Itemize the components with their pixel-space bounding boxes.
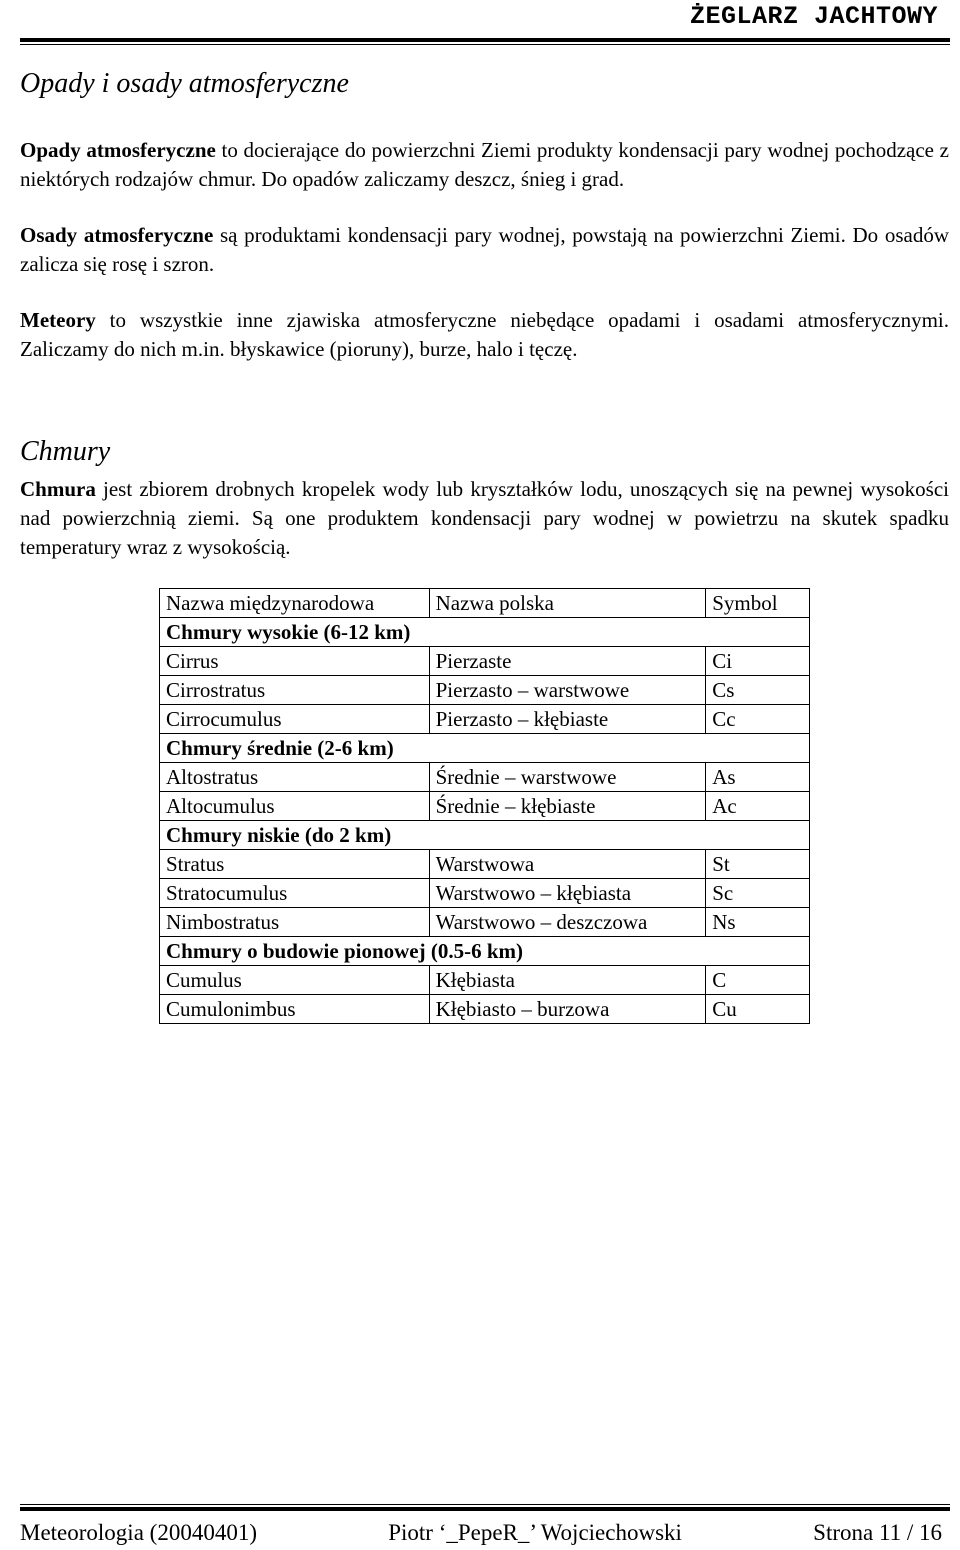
cloud-group-title: Chmury średnie (2-6 km) <box>160 734 810 763</box>
table-group-row <box>160 821 810 850</box>
cloud-polish-name: Kłębiasto – burzowa <box>429 995 706 1024</box>
footer-divider <box>20 1504 950 1511</box>
section-title-clouds: Chmury <box>20 436 111 467</box>
cloud-symbol: Sc <box>706 879 810 908</box>
paragraph-precipitation <box>20 136 949 194</box>
definition-cloud: jest zbiorem drobnych kropelek wody lub kryształków lodu, unoszących się na pewnej wysokości nad powierzchnią ziemi. Są one produktem kondensacji pary wodnej w powietrzu na skutek spadku temperatury wraz z wysokością. <box>20 477 949 559</box>
term-meteors: Meteory <box>20 308 96 332</box>
section-title-precipitation: Opady i osady atmosferyczne <box>20 68 349 99</box>
table-row <box>160 705 810 734</box>
cloud-international-name: Altocumulus <box>160 792 430 821</box>
table-header-row <box>160 589 810 618</box>
table-row <box>160 966 810 995</box>
header-symbol: Symbol <box>706 589 810 618</box>
definition-deposits: są produktami kondensacji pary wodnej, powstają na powierzchni Ziemi. Do osadów zalicza się rosę i szron. <box>20 223 949 276</box>
table-group-row <box>160 937 810 966</box>
cloud-international-name: Stratocumulus <box>160 879 430 908</box>
cloud-polish-name: Średnie – warstwowe <box>429 763 706 792</box>
cloud-polish-name: Kłębiasta <box>429 966 706 995</box>
cloud-international-name: Cirrostratus <box>160 676 430 705</box>
header-international-name: Nazwa międzynarodowa <box>160 589 430 618</box>
cloud-symbol: As <box>706 763 810 792</box>
header-polish-name: Nazwa polska <box>429 589 706 618</box>
cloud-international-name: Cumulus <box>160 966 430 995</box>
table-row <box>160 792 810 821</box>
cloud-symbol: C <box>706 966 810 995</box>
footer-document-name: Meteorologia (20040401) <box>20 1520 257 1545</box>
cloud-international-name: Cirrocumulus <box>160 705 430 734</box>
cloud-group-title: Chmury o budowie pionowej (0.5-6 km) <box>160 937 810 966</box>
cloud-symbol: Cc <box>706 705 810 734</box>
page-footer <box>20 1520 942 1546</box>
table-row <box>160 879 810 908</box>
paragraph-meteors <box>20 306 949 364</box>
cloud-types-table <box>159 588 810 1024</box>
cloud-symbol: St <box>706 850 810 879</box>
table-row <box>160 908 810 937</box>
cloud-international-name: Cirrus <box>160 647 430 676</box>
table-group-row <box>160 618 810 647</box>
cloud-symbol: Ac <box>706 792 810 821</box>
cloud-polish-name: Warstwowo – deszczowa <box>429 908 706 937</box>
term-precipitation: Opady atmosferyczne <box>20 138 216 162</box>
definition-precipitation: to docierające do powierzchni Ziemi produkty kondensacji pary wodnej pochodzące z niektórych rodzajów chmur. Do opadów zaliczamy deszcz, śnieg i grad. <box>20 138 949 191</box>
term-cloud: Chmura <box>20 477 96 501</box>
cloud-international-name: Cumulonimbus <box>160 995 430 1024</box>
paragraph-deposits <box>20 221 949 279</box>
header-divider <box>20 38 950 45</box>
cloud-polish-name: Pierzasto – kłębiaste <box>429 705 706 734</box>
cloud-symbol: Ns <box>706 908 810 937</box>
cloud-international-name: Nimbostratus <box>160 908 430 937</box>
cloud-group-title: Chmury niskie (do 2 km) <box>160 821 810 850</box>
cloud-polish-name: Warstwowa <box>429 850 706 879</box>
table-row <box>160 647 810 676</box>
footer-author: Piotr ‘_PepeR_’ Wojciechowski <box>388 1520 682 1545</box>
table-row <box>160 850 810 879</box>
cloud-group-title: Chmury wysokie (6-12 km) <box>160 618 810 647</box>
cloud-polish-name: Pierzaste <box>429 647 706 676</box>
cloud-international-name: Stratus <box>160 850 430 879</box>
cloud-international-name: Altostratus <box>160 763 430 792</box>
definition-meteors: to wszystkie inne zjawiska atmosferyczne niebędące opadami i osadami atmosferycznymi. Zaliczamy do nich m.in. błyskawice (pioruny), burze, halo i tęczę. <box>20 308 949 361</box>
table-group-row <box>160 734 810 763</box>
term-deposits: Osady atmosferyczne <box>20 223 214 247</box>
cloud-polish-name: Średnie – kłębiaste <box>429 792 706 821</box>
footer-page-number: Strona 11 / 16 <box>813 1520 942 1545</box>
document-header-title: ŻEGLARZ JACHTOWY <box>689 2 938 31</box>
paragraph-cloud-definition <box>20 475 949 562</box>
cloud-symbol: Cs <box>706 676 810 705</box>
cloud-symbol: Ci <box>706 647 810 676</box>
cloud-polish-name: Pierzasto – warstwowe <box>429 676 706 705</box>
table-row <box>160 676 810 705</box>
cloud-polish-name: Warstwowo – kłębiasta <box>429 879 706 908</box>
table-row <box>160 763 810 792</box>
cloud-symbol: Cu <box>706 995 810 1024</box>
table-row <box>160 995 810 1024</box>
